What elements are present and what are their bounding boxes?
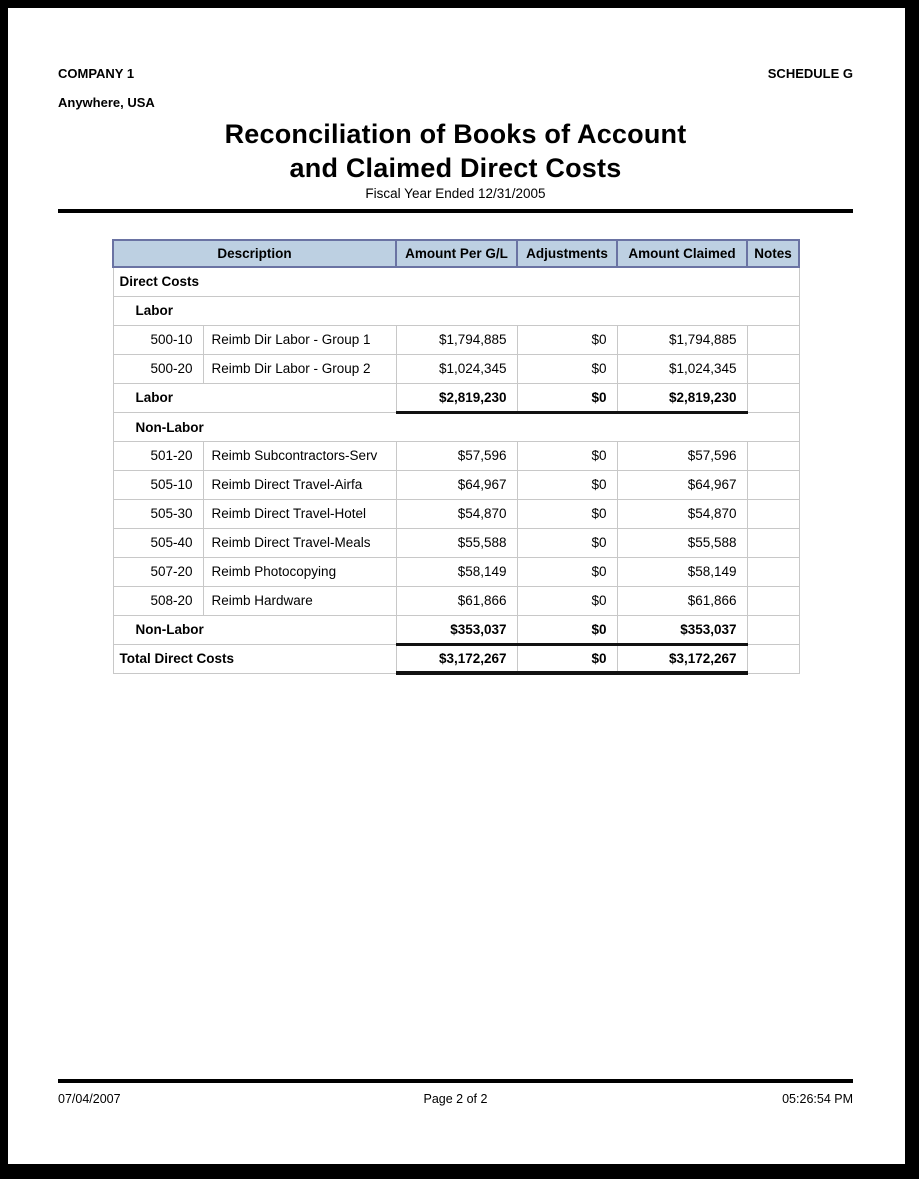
amount-claimed-value: $58,149: [617, 557, 747, 586]
amount-claimed-subtotal: $353,037: [617, 615, 747, 644]
notes-value: [747, 325, 799, 354]
account-code: 507-20: [113, 557, 203, 586]
notes-value: [747, 615, 799, 644]
account-description: Reimb Direct Travel-Hotel: [203, 499, 396, 528]
company-name: COMPANY 1: [58, 66, 135, 81]
amount-claimed-value: $1,024,345: [617, 354, 747, 383]
amount-claimed-value: $55,588: [617, 528, 747, 557]
table-row-detail: [113, 586, 799, 615]
amount-per-gl-value: $58,149: [396, 557, 517, 586]
adjustments-subtotal: $0: [517, 383, 617, 412]
column-header-amount-per-gl: Amount Per G/L: [396, 240, 517, 267]
notes-value: [747, 586, 799, 615]
section-label: Non-Labor: [113, 412, 799, 441]
footer-rule: [58, 1079, 853, 1083]
amount-per-gl-value: $55,588: [396, 528, 517, 557]
group-label: Direct Costs: [113, 267, 799, 296]
table-row-section: [113, 412, 799, 441]
total-label: Total Direct Costs: [113, 644, 396, 673]
subtotal-label: Non-Labor: [113, 615, 396, 644]
header-rule: [58, 209, 853, 213]
column-header-amount-claimed: Amount Claimed: [617, 240, 747, 267]
table-row-detail: [113, 441, 799, 470]
account-code: 505-30: [113, 499, 203, 528]
adjustments-subtotal: $0: [517, 615, 617, 644]
adjustments-value: $0: [517, 325, 617, 354]
amount-per-gl-value: $64,967: [396, 470, 517, 499]
adjustments-value: $0: [517, 557, 617, 586]
table-row-detail: [113, 528, 799, 557]
schedule-label: SCHEDULE G: [767, 66, 853, 81]
amount-claimed-subtotal: $2,819,230: [617, 383, 747, 412]
amount-per-gl-subtotal: $2,819,230: [396, 383, 517, 412]
account-code: 505-40: [113, 528, 203, 557]
account-description: Reimb Subcontractors-Serv: [203, 441, 396, 470]
amount-per-gl-subtotal: $353,037: [396, 615, 517, 644]
report-subtitle: Fiscal Year Ended 12/31/2005: [365, 186, 546, 201]
table-row-detail: [113, 470, 799, 499]
amount-claimed-value: $57,596: [617, 441, 747, 470]
column-header-notes: Notes: [747, 240, 799, 267]
footer-time: 05:26:54 PM: [782, 1092, 853, 1106]
table-row-detail: [113, 354, 799, 383]
section-label: Labor: [113, 296, 799, 325]
account-description: Reimb Direct Travel-Meals: [203, 528, 396, 557]
account-code: 500-20: [113, 354, 203, 383]
table-row-detail: [113, 499, 799, 528]
table-row-subtotal: [113, 615, 799, 644]
table-body: [113, 267, 799, 673]
amount-per-gl-value: $1,024,345: [396, 354, 517, 383]
adjustments-value: $0: [517, 470, 617, 499]
account-description: Reimb Hardware: [203, 586, 396, 615]
table-row-group: [113, 267, 799, 296]
table-row-section: [113, 296, 799, 325]
amount-claimed-value: $64,967: [617, 470, 747, 499]
report-footer: [58, 1092, 853, 1107]
notes-value: [747, 557, 799, 586]
company-address: Anywhere, USA: [58, 95, 155, 110]
amount-per-gl-total: $3,172,267: [396, 644, 517, 673]
adjustments-total: $0: [517, 644, 617, 673]
amount-claimed-total: $3,172,267: [617, 644, 747, 673]
account-code: 505-10: [113, 470, 203, 499]
cost-table: [112, 239, 800, 675]
report-title-line1: Reconciliation of Books of Account: [224, 119, 687, 149]
account-description: Reimb Photocopying: [203, 557, 396, 586]
notes-value: [747, 644, 799, 673]
account-code: 501-20: [113, 441, 203, 470]
amount-per-gl-value: $61,866: [396, 586, 517, 615]
adjustments-value: $0: [517, 499, 617, 528]
account-description: Reimb Direct Travel-Airfa: [203, 470, 396, 499]
amount-per-gl-value: $57,596: [396, 441, 517, 470]
amount-claimed-value: $61,866: [617, 586, 747, 615]
account-code: 500-10: [113, 325, 203, 354]
table-row-detail: [113, 557, 799, 586]
amount-claimed-value: $1,794,885: [617, 325, 747, 354]
notes-value: [747, 441, 799, 470]
notes-value: [747, 470, 799, 499]
cost-table-container: [112, 239, 905, 675]
table-row-total: [113, 644, 799, 673]
notes-value: [747, 499, 799, 528]
adjustments-value: $0: [517, 586, 617, 615]
report-header: [58, 66, 853, 202]
footer-date: 07/04/2007: [58, 1092, 121, 1106]
notes-value: [747, 383, 799, 412]
column-header-adjustments: Adjustments: [517, 240, 617, 267]
account-code: 508-20: [113, 586, 203, 615]
subtotal-label: Labor: [113, 383, 396, 412]
report-title: [58, 117, 853, 185]
table-row-detail: [113, 325, 799, 354]
table-header-row: [113, 240, 799, 267]
table-row-subtotal: [113, 383, 799, 412]
footer-page-number: Page 2 of 2: [423, 1092, 488, 1106]
amount-claimed-value: $54,870: [617, 499, 747, 528]
adjustments-value: $0: [517, 441, 617, 470]
notes-value: [747, 354, 799, 383]
column-header-description: Description: [113, 240, 396, 267]
report-title-line2: and Claimed Direct Costs: [289, 153, 622, 183]
amount-per-gl-value: $54,870: [396, 499, 517, 528]
report-page: [8, 8, 905, 1164]
account-description: Reimb Dir Labor - Group 1: [203, 325, 396, 354]
notes-value: [747, 528, 799, 557]
adjustments-value: $0: [517, 354, 617, 383]
account-description: Reimb Dir Labor - Group 2: [203, 354, 396, 383]
amount-per-gl-value: $1,794,885: [396, 325, 517, 354]
adjustments-value: $0: [517, 528, 617, 557]
